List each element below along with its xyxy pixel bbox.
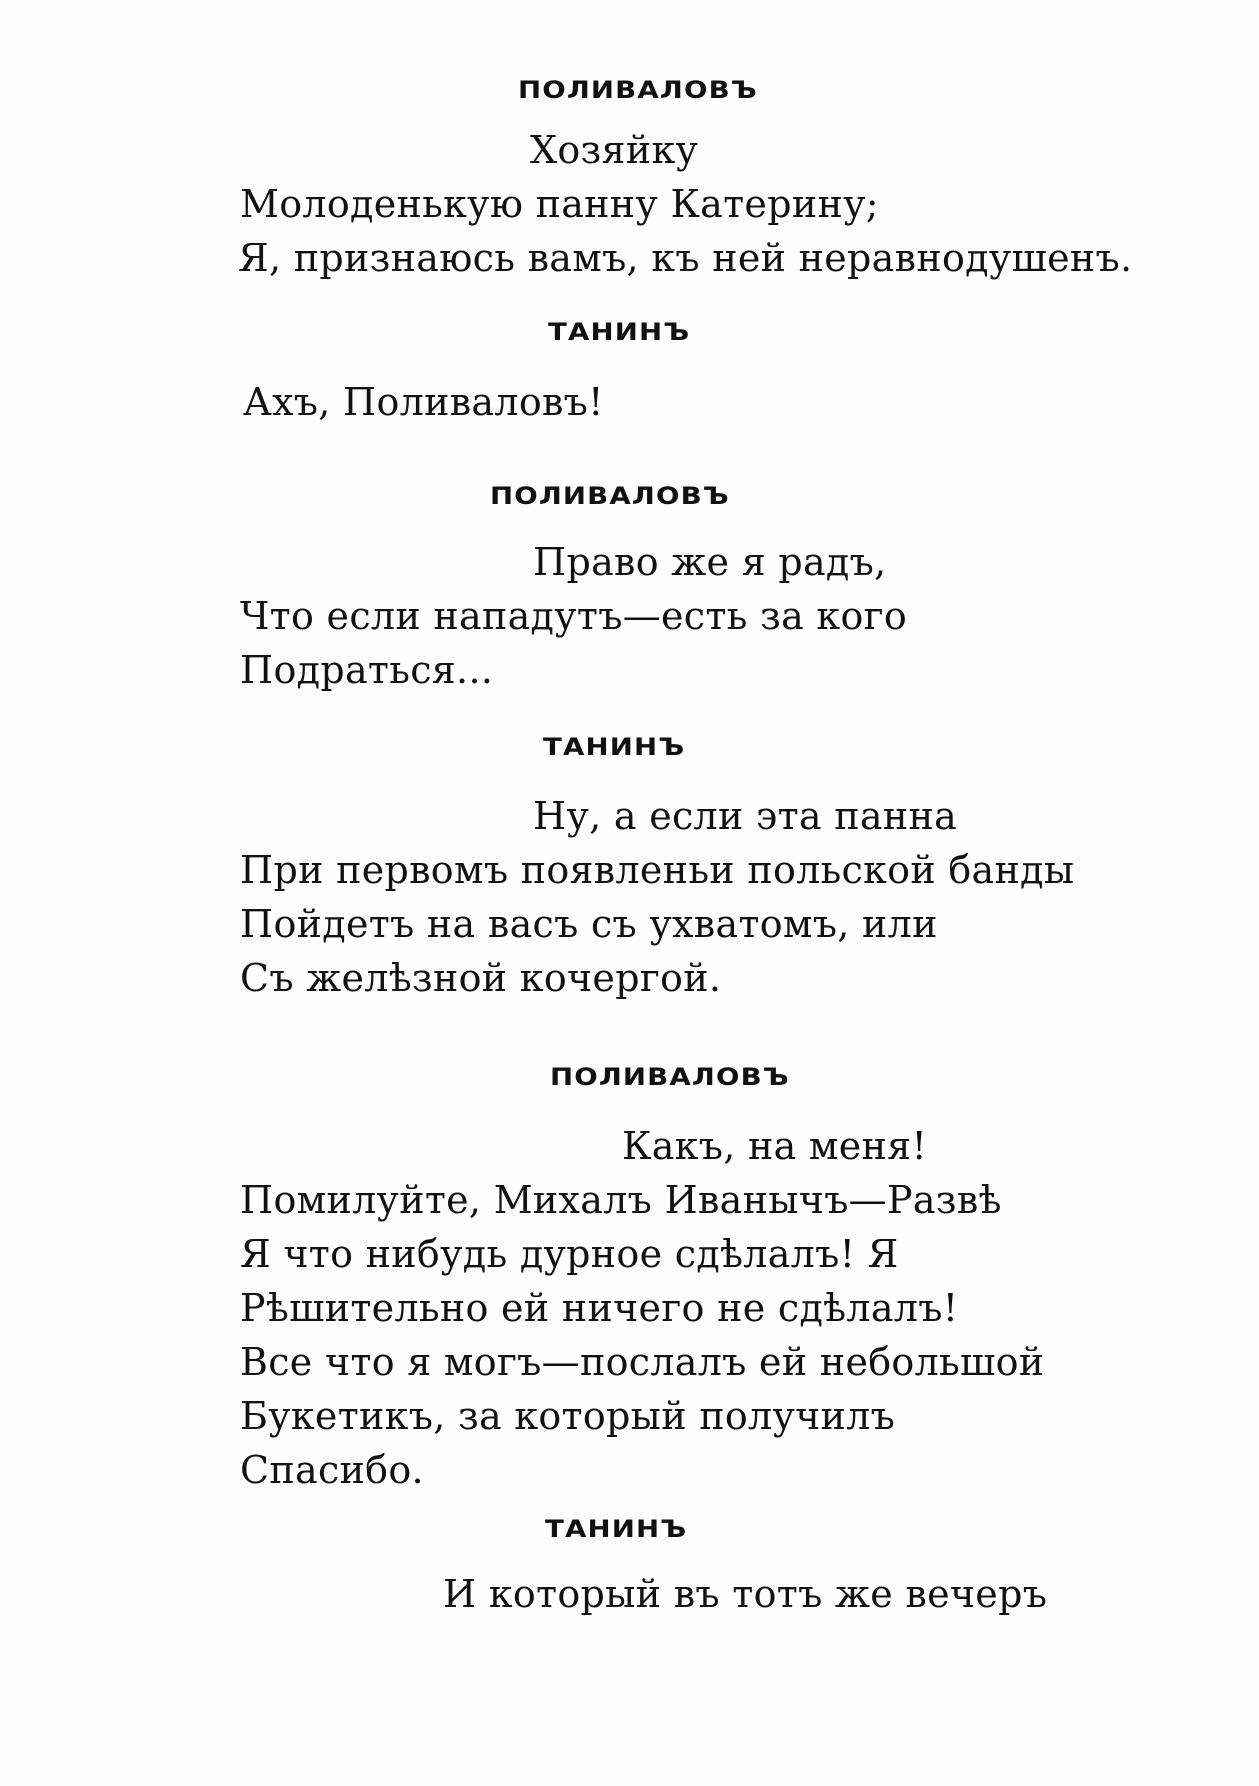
verse-line: Хозяйку [530, 128, 699, 172]
verse-line: Помилуйте, Михалъ Иванычъ—Развѣ [240, 1178, 1002, 1222]
speaker-name: ТАНИНЪ [545, 1515, 688, 1543]
verse-line: При первомъ появленьи польской банды [240, 848, 1075, 892]
speaker-name: ПОЛИВАЛОВЪ [518, 76, 758, 104]
verse-line: Съ желѣзной кочергой. [240, 956, 722, 1000]
verse-line: Я, признаюсь вамъ, къ ней неравнодушенъ. [238, 236, 1133, 280]
speaker-name: ТАНИНЪ [543, 733, 686, 761]
verse-line: Право же я радъ, [533, 540, 887, 584]
verse-line: Пойдетъ на васъ съ ухватомъ, или [240, 902, 938, 946]
verse-line: Подраться... [240, 648, 494, 692]
verse-line: Я что нибудь дурное сдѣлалъ! Я [240, 1232, 899, 1276]
verse-line: Ну, а если эта панна [533, 794, 958, 838]
speaker-name: ТАНИНЪ [548, 318, 691, 346]
verse-line: Рѣшительно ей ничего не сдѣлалъ! [240, 1286, 959, 1330]
verse-line: Молоденькую панну Катерину; [240, 182, 879, 226]
verse-line: Все что я могъ—послалъ ей небольшой [240, 1340, 1045, 1384]
verse-line: Какъ, на меня! [622, 1124, 928, 1168]
verse-line: Что если нападутъ—есть за кого [240, 594, 908, 638]
speaker-name: ПОЛИВАЛОВЪ [550, 1063, 790, 1091]
speaker-name: ПОЛИВАЛОВЪ [490, 482, 730, 510]
verse-line: Спасибо. [240, 1448, 424, 1492]
verse-line: И который въ тотъ же вечеръ [443, 1572, 1048, 1616]
verse-line: Букетикъ, за который получилъ [240, 1394, 896, 1438]
verse-line: Ахъ, Поливаловъ! [243, 380, 604, 424]
